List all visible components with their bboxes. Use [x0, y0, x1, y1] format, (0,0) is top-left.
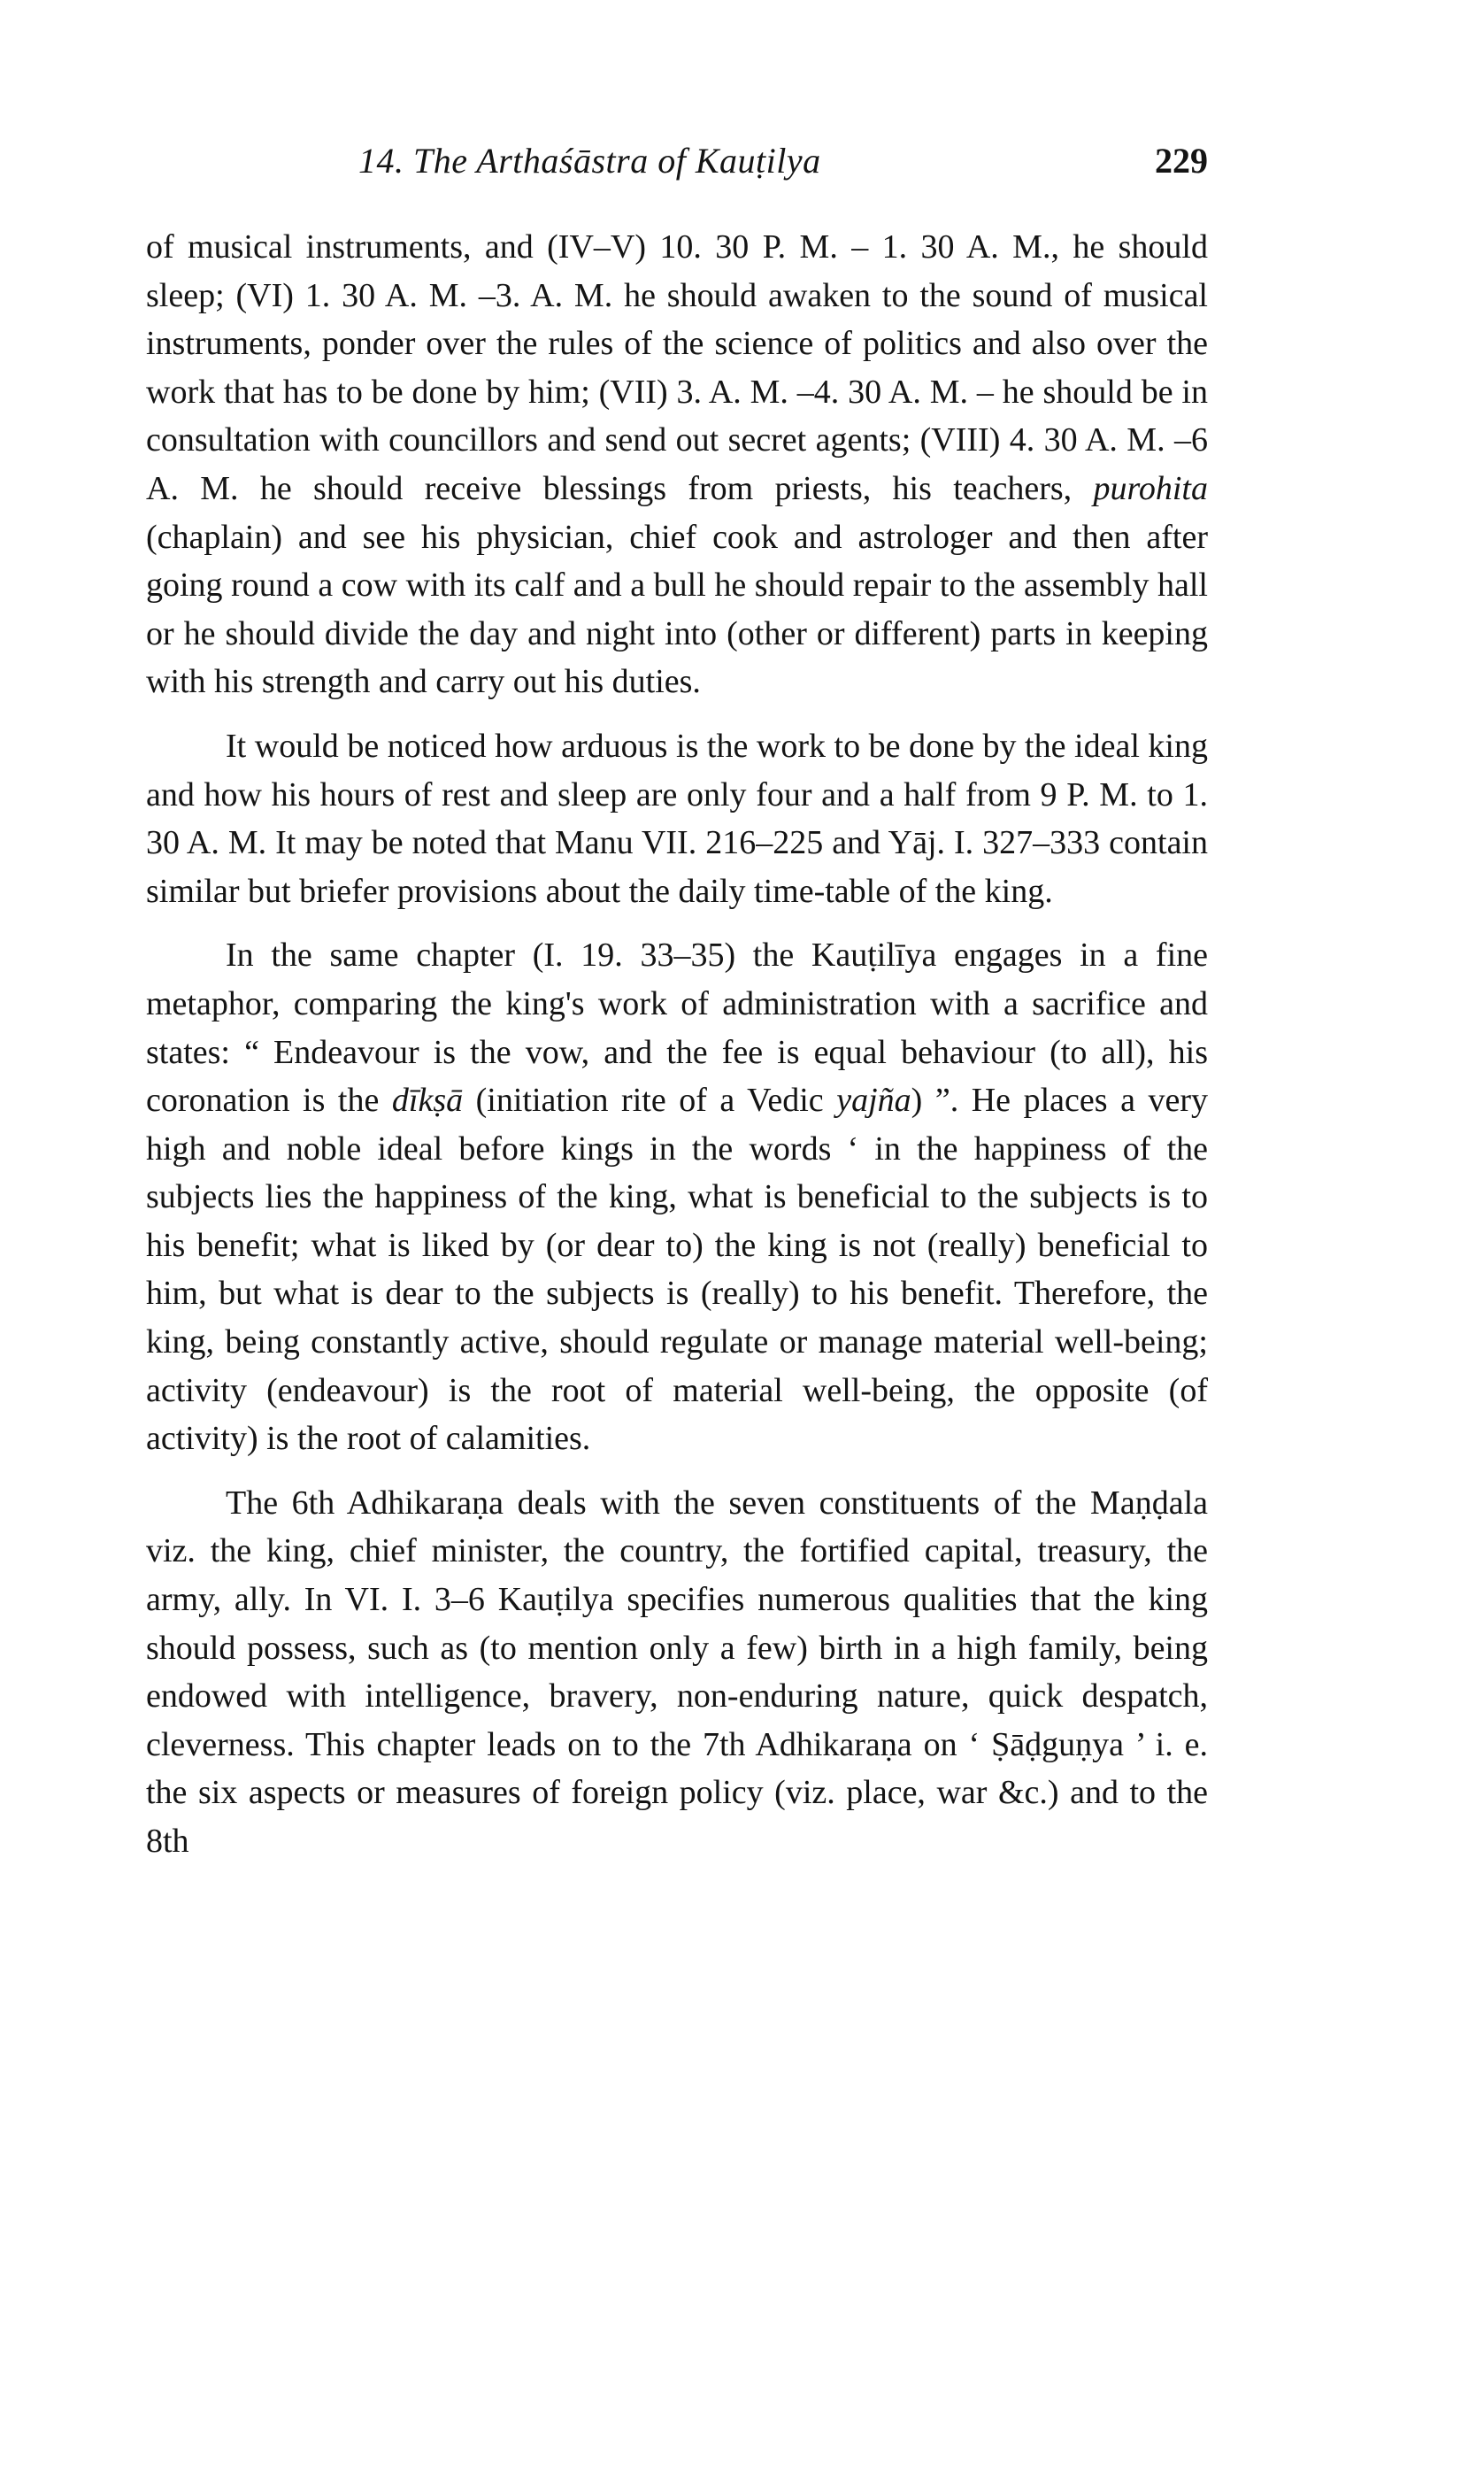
paragraph-2	[146, 722, 1208, 915]
paragraph-3-text-1: In the same chapter (I. 19. 33–35) the Kauṭilīya engages in a fine metaphor, comparing the king's work of administration with a sacrifice and states: “ Endeavour is the vow, and the fee is equal behaviour (to all), his coronation is the	[146, 937, 1208, 1120]
paragraph-4	[146, 1479, 1208, 1866]
running-head	[146, 140, 1208, 193]
term-purohita: purohita	[1093, 469, 1208, 507]
paragraph-1	[146, 223, 1208, 706]
paragraph-3	[146, 931, 1208, 1463]
paragraph-1-text-1: of musical instruments, and (IV–V) 10. 30 P. M. – 1. 30 A. M., he should sleep; (VI) 1. 30 A. M. –3. A. M. he should awaken to the sound of musical instruments, ponder over the rules of the science of politics and also over the work that has to be done by him; (VII) 3. A. M. –4. 30 A. M. – he should be in consultation with councillors and send out secret agents; (VIII) 4. 30 A. M. –6 A. M. he should receive blessings from priests, his teachers,	[146, 228, 1208, 507]
paragraph-3-text-3: ) ”. He places a very high and noble ideal before kings in the words ‘ in the happiness of the subjects lies the happiness of the king, what is beneficial to the subjects is to his benefit; what is liked by (or dear to) the king is not (really) beneficial to him, but what is dear to the subjects is (really) to his benefit. Therefore, the king, being constantly active, should regulate or manage material well-being; activity (endeavour) is the root of material well-being, the opposite (of activity) is the root of calamities.	[146, 1082, 1208, 1458]
chapter-title: 14. The Arthaśāstra of Kauṭilya	[358, 141, 821, 181]
term-yajna: yajña	[836, 1082, 911, 1120]
paragraph-2-text-1: It would be noticed how arduous is the work to be done by the ideal king and how his hours of rest and sleep are only four and a half from 9 P. M. to 1. 30 A. M. It may be noted that Manu VII. 216–225 and Yāj. I. 327–333 contain similar but briefer provisions about the daily time-table of the king.	[146, 727, 1208, 910]
body-text	[146, 223, 1208, 1866]
paragraph-1-text-2: (chaplain) and see his physician, chief cook and astrologer and then after going round a cow with its calf and a bull he should repair to the assembly hall or he should divide the day and night into (other or different) parts in keeping with his strength and carry out his duties.	[146, 518, 1208, 701]
paragraph-4-text-1: The 6th Adhikaraṇa deals with the seven constituents of the Maṇḍala viz. the king, chief minister, the country, the fortified capital, treasury, the army, ally. In VI. I. 3–6 Kauṭilya specifies numerous qualities that the king should possess, such as (to mention only a few) birth in a high family, being endowed with intelligence, bravery, non-enduring nature, quick despatch, cleverness. This chapter leads on to the 7th Adhikaraṇa on ‘ Ṣāḍguṇya ’ i. e. the six aspects or measures of foreign policy (viz. place, war &c.) and to the 8th	[146, 1484, 1208, 1860]
page-number: 229	[1155, 141, 1208, 181]
term-diksa: dīkṣā	[391, 1082, 464, 1120]
paragraph-3-text-2: (initiation rite of a Vedic	[463, 1082, 837, 1120]
